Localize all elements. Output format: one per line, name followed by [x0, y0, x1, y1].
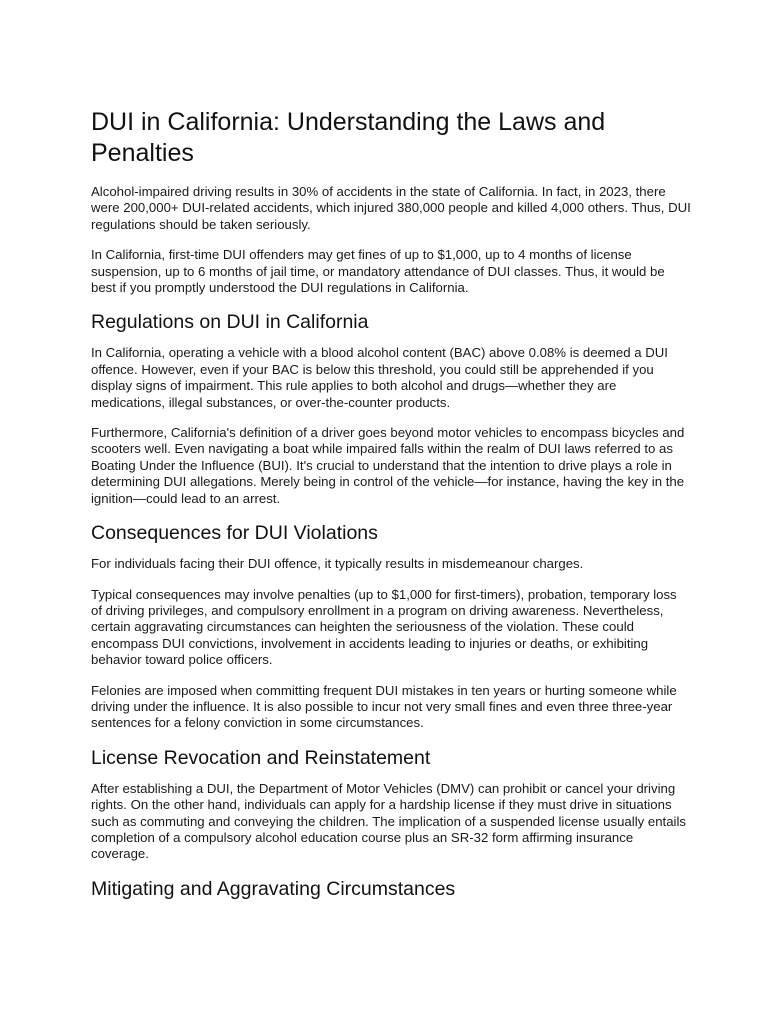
section-paragraph: After establishing a DUI, the Department of Motor Vehicles (DMV) can prohibit or cancel your driving rights. On the other hand, individuals can apply for a hardship license if they must drive in situations such as commuting and conveying the children. The implication of a suspended license usually entails completion of a compulsory alcohol education course plus an SR-32 form affirming insurance coverage. [91, 780, 687, 862]
intro-paragraph-2: In California, first-time DUI offenders may get fines of up to $1,000, up to 4 months of license suspension, up to 6 months of jail time, or mandatory attendance of DUI classes. Thus, it would be best if you promptly understood the DUI regulations in California. [91, 247, 665, 296]
section-paragraph: Felonies are imposed when committing frequent DUI mistakes in ten years or hurting someone while driving under the influence. It is also possible to incur not very small fines and even three three-year sentences for a felony conviction in some circumstances. [91, 682, 677, 731]
section-regulations [91, 310, 691, 507]
section-paragraph: In California, operating a vehicle with a blood alcohol content (BAC) above 0.08% is deemed a DUI offence. However, even if your BAC is below this threshold, you could still be apprehended if you display signs of impairment. This rule applies to both alcohol and drugs—whether they are medications, illegal substances, or over-the-counter products. [91, 345, 668, 410]
section-heading: Regulations on DUI in California [91, 311, 369, 334]
section-paragraph: For individuals facing their DUI offence, it typically results in misdemeanour charges. [91, 556, 584, 572]
section-license [91, 746, 691, 863]
section-consequences [91, 521, 691, 732]
document-page [91, 107, 691, 912]
section-heading: Consequences for DUI Violations [91, 522, 378, 545]
intro-paragraph-1: Alcohol-impaired driving results in 30% of accidents in the state of California. In fact, in 2023, there were 200,000+ DUI-related accidents, which injured 380,000 people and killed 4,000 others. Thus, DUI regulations should be taken seriously. [91, 184, 691, 232]
document-title: DUI in California: Understanding the Laws and Penalties [91, 108, 606, 167]
section-paragraph: Typical consequences may involve penalties (up to $1,000 for first-timers), probation, temporary loss of driving privileges, and compulsory enrollment in a program on driving awareness. Nevertheless, certain aggravating circumstances can heighten the seriousness of the violation. These could encompass DUI convictions, involvement in accidents leading to injuries or deaths, or exhibiting behavior toward police officers. [91, 586, 677, 668]
section-heading: Mitigating and Aggravating Circumstances [91, 877, 456, 900]
section-heading: License Revocation and Reinstatement [91, 746, 431, 769]
section-mitigating [91, 877, 691, 901]
section-paragraph: Furthermore, California's definition of a driver goes beyond motor vehicles to encompass bicycles and scooters well. Even navigating a boat while impaired falls within the realm of DUI laws referred to as Boating Under the Influence (BUI). It's crucial to understand that the intention to drive plays a role in determining DUI allegations. Merely being in control of the vehicle—for instance, having the key in the ignition—could lead to an arrest. [91, 425, 685, 506]
